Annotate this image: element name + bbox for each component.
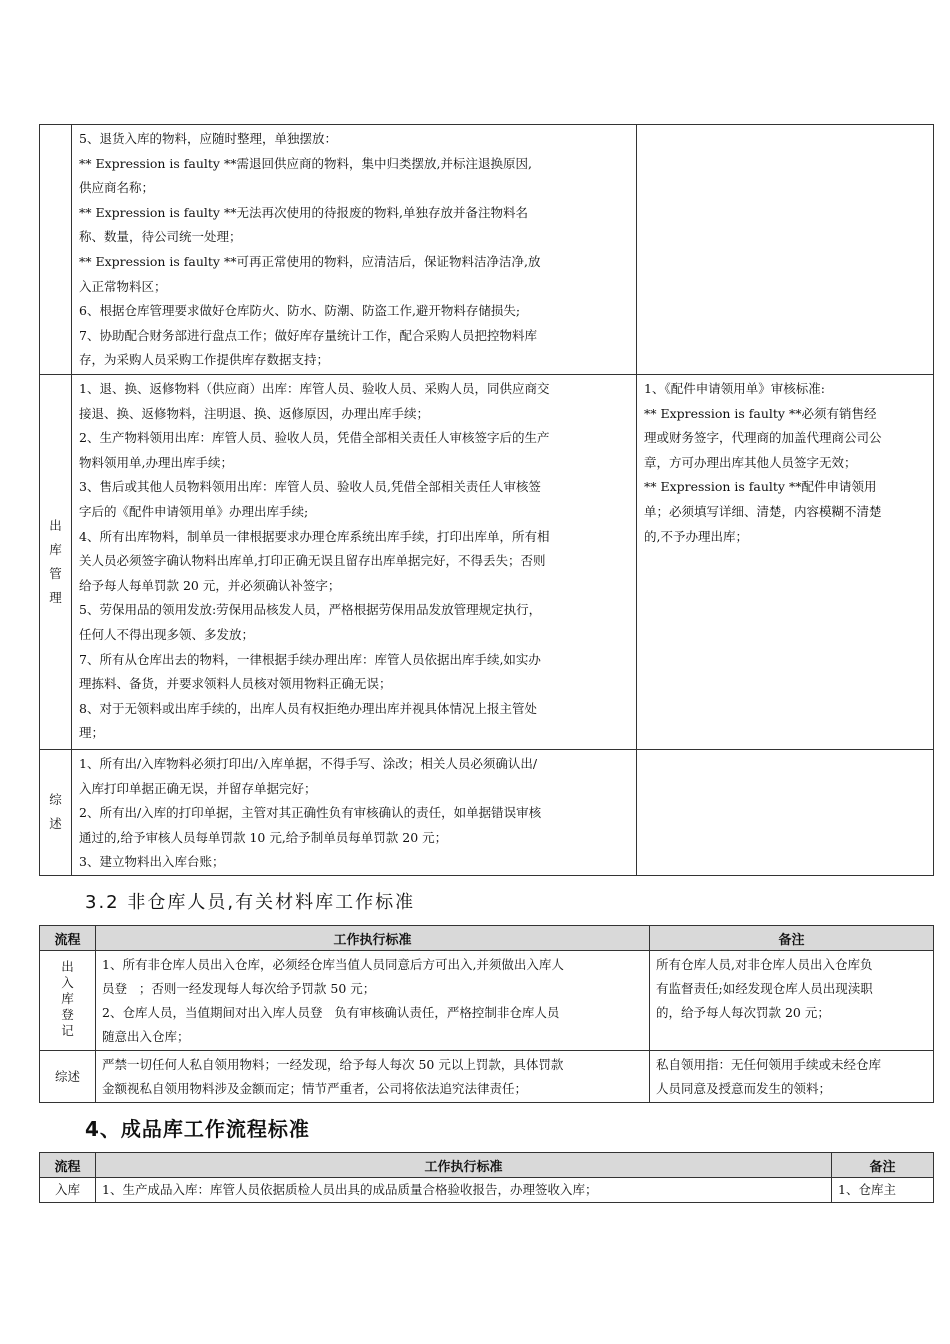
process-label: 出入库登记 (61, 958, 74, 1038)
process-label: 出库管理 (49, 517, 62, 605)
text-line: 1、生产成品入库：库管人员依据质检人员出具的成品质量合格验收报告，办理签收入库； (102, 1182, 598, 1197)
remark-line: 的，给予每人每次罚款 20 元； (656, 1005, 830, 1020)
text-line: 2、仓库人员，当值期间对出入库人员登 负有审核确认责任，严格控制非仓库人员 (102, 1005, 560, 1020)
standard-cell (96, 1051, 650, 1103)
standard-cell (96, 951, 650, 1051)
table-header-row (40, 1153, 934, 1178)
text-line: 供应商名称； (79, 180, 155, 196)
process-label: 综述 (49, 791, 62, 832)
text-line: 1、退、换、返修物料（供应商）出库：库管人员、验收人员、采购人员，同供应商交 (79, 381, 550, 396)
text-line: 3、建立物料出入库台账； (79, 854, 225, 870)
text-line: 存，为采购人员采购工作提供库存数据支持； (79, 352, 330, 368)
text-line: 理拣料、备货，并要求领料人员核对领用物料正确无误； (79, 676, 392, 692)
text-line: ** Expression is faulty **无法再次使用的待报废的物料,单独存放并备注物料名 (79, 204, 528, 220)
table-header-row (40, 926, 934, 951)
remark-cell (650, 1051, 934, 1103)
remark-line: 1、《配件申请领用单》审核标准: (644, 381, 825, 396)
text-line: ** Expression is faulty **可再正常使用的物料，应清洁后，保证物料洁净洁净,放 (79, 253, 541, 269)
standard-cell (96, 1178, 832, 1203)
text-line: 7、所有从仓库出去的物料，一律根据手续办理出库：库管人员依据出库手续,如实办 (79, 651, 541, 667)
standard-cell (72, 750, 637, 876)
text-line: 入库打印单据正确无误，并留存单据完好； (79, 780, 317, 796)
text-line: 称、数量，待公司统一处理； (79, 229, 242, 245)
table-row (40, 951, 934, 1051)
table-row (40, 1051, 934, 1103)
table-row (40, 1178, 934, 1203)
table-row (40, 750, 934, 876)
process-label-cell (40, 1051, 96, 1103)
process-label-cell (40, 125, 72, 375)
text-line: 接退、换、返修物料，注明退、换、返修原因，办理出库手续； (79, 405, 430, 421)
remark-line: 1、仓库主 (838, 1182, 896, 1197)
text-line: 随意出入仓库； (102, 1029, 190, 1044)
text-line: ** Expression is faulty **需退回供应商的物料，集中归类摆放,并标注退换原因, (79, 155, 532, 171)
section-heading: 3.2 非仓库人员,有关材料库工作标准 (85, 892, 416, 913)
remark-line: ** Expression is faulty **必须有销售经 (644, 405, 877, 421)
text-line: 3、售后或其他人员物料领用出库：库管人员、验收人员,凭借全部相关责任人审核签 (79, 479, 541, 495)
text-line: 通过的,给予审核人员每单罚款 10 元,给予制单员每单罚款 20 元； (79, 829, 448, 845)
section-heading: 4、成品库工作流程标准 (85, 1117, 310, 1141)
process-label: 综述 (54, 1068, 80, 1084)
process-label-cell (40, 375, 72, 750)
remark-line: 所有仓库人员,对非仓库人员出入仓库负 (656, 957, 873, 972)
table-row (40, 375, 934, 750)
text-line: 关人员必须签字确认物料出库单,打印正确无误且留存出库单据完好，不得丢失；否则 (79, 553, 546, 569)
text-line: 4、所有出库物料，制单员一律根据要求办理仓库系统出库手续，打印出库单，所有相 (79, 528, 550, 544)
column-header: 流程 (40, 926, 96, 951)
text-line: 6、根据仓库管理要求做好仓库防火、防水、防潮、防盗工作,避开物料存储损失; (79, 303, 521, 319)
remark-line: 单；必须填写详细、清楚，内容模糊不清楚 (644, 503, 882, 519)
text-line: 2、所有出/入库的打印单据，主管对其正确性负有审核确认的责任，如单据错误审核 (79, 805, 542, 821)
column-header: 工作执行标准 (96, 1153, 832, 1178)
text-line: 5、退货入库的物料，应随时整理，单独摆放： (79, 131, 337, 146)
text-line: 5、劳保用品的领用发放:劳保用品核发人员，严格根据劳保用品发放管理规定执行， (79, 602, 542, 618)
standard-cell (72, 125, 637, 375)
remark-line: 的,不予办理出库； (644, 528, 748, 544)
text-line: 给予每人每单罚款 20 元，并必须确认补签字； (79, 577, 341, 593)
text-line: 物料领用单,办理出库手续； (79, 454, 233, 470)
column-header: 流程 (40, 1153, 96, 1178)
process-label-cell (40, 951, 96, 1051)
process-label-cell (40, 1178, 96, 1203)
text-line: 严禁一切任何人私自领用物料；一经发现，给予每人每次 50 元以上罚款，具体罚款 (102, 1057, 564, 1072)
remark-line: 人员同意及授意而发生的领料； (656, 1081, 832, 1096)
column-header: 工作执行标准 (96, 926, 650, 951)
text-line: 1、所有出/入库物料必须打印出/入库单据，不得手写、涂改；相关人员必须确认出/ (79, 756, 538, 771)
remark-cell (637, 750, 934, 876)
text-line: 金额视私自领用物料涉及金额而定；情节严重者，公司将依法追究法律责任； (102, 1081, 528, 1096)
finished-goods-table (39, 1152, 934, 1203)
process-label: 入库 (54, 1182, 80, 1197)
text-line: 字后的《配件申请领用单》办理出库手续; (79, 503, 309, 519)
text-line: 入正常物料区； (79, 278, 167, 294)
text-line: 任何人不得出现多领、多发放； (79, 626, 255, 642)
remark-cell (650, 951, 934, 1051)
remark-line: ** Expression is faulty **配件申请领用 (644, 479, 877, 495)
process-label-cell (40, 750, 72, 876)
text-line: 2、生产物料领用出库：库管人员、验收人员，凭借全部相关责任人审核签字后的生产 (79, 430, 550, 446)
text-line: 8、对于无领料或出库手续的，出库人员有权拒绝办理出库并视具体情况上报主管处 (79, 700, 537, 716)
remark-line: 私自领用指：无任何领用手续或未经仓库 (656, 1057, 882, 1072)
column-header: 备注 (832, 1153, 934, 1178)
remark-cell (637, 125, 934, 375)
non-warehouse-standards-table (39, 925, 934, 1103)
text-line: 员登 ；否则一经发现每人每次给予罚款 50 元； (102, 981, 376, 996)
remark-line: 章，方可办理出库其他人员签字无效； (644, 454, 857, 470)
standard-cell (72, 375, 637, 750)
warehouse-standards-table (39, 124, 934, 876)
table-row (40, 125, 934, 375)
text-line: 理； (79, 725, 105, 741)
remark-line: 有监督责任;如经发现仓库人员出现渎职 (656, 981, 873, 996)
text-line: 1、所有非仓库人员出入仓库，必须经仓库当值人员同意后方可出入,并须做出入库人 (102, 957, 564, 972)
remark-cell (832, 1178, 934, 1203)
remark-line: 理或财务签字，代理商的加盖代理商公司公 (644, 430, 882, 446)
text-line: 7、协助配合财务部进行盘点工作；做好库存量统计工作，配合采购人员把控物料库 (79, 327, 537, 343)
remark-cell (637, 375, 934, 750)
column-header: 备注 (650, 926, 934, 951)
